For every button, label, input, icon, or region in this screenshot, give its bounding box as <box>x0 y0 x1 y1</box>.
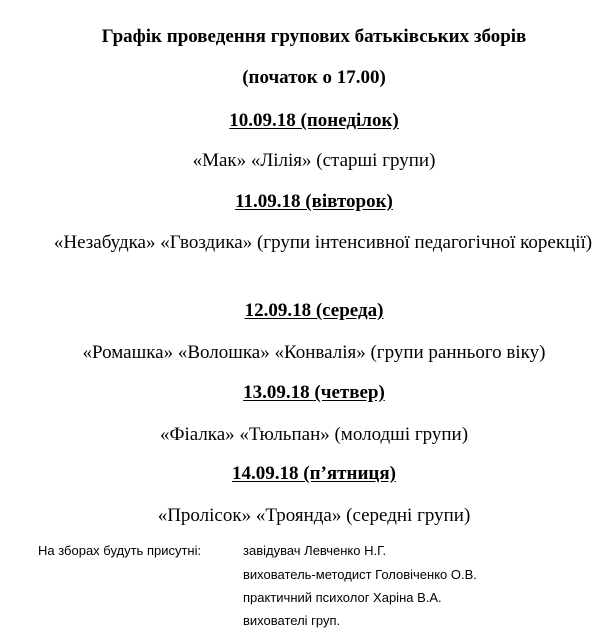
date-label: 10.09.18 (понеділок) <box>229 110 399 131</box>
attendee-line: завідувач Левченко Н.Г. <box>243 543 387 558</box>
schedule-groups-2: «Незабудка» «Гвоздика» (групи інтенсивної педагогічної корекції) <box>53 232 593 253</box>
schedule-groups-1: «Мак» «Лілія» (старші групи) <box>192 150 436 171</box>
attendance-label: На зборах будуть присутні: <box>38 543 202 558</box>
schedule-groups-5: «Пролісок» «Троянда» (середні групи) <box>157 505 471 526</box>
document-title: Графік проведення групових батьківських зборів <box>101 26 527 47</box>
date-label: 14.09.18 (п’ятниця) <box>232 463 396 484</box>
schedule-groups-4: «Фіалка» «Тюльпан» (молодші групи) <box>159 424 469 445</box>
date-label: 12.09.18 (середа) <box>244 300 384 321</box>
schedule-date-5 <box>0 463 600 485</box>
date-label: 13.09.18 (четвер) <box>243 382 385 403</box>
schedule-date-2 <box>0 191 600 213</box>
attendee-line: практичний психолог Харіна В.А. <box>243 590 442 605</box>
attendee-line: вихователь-методист Головіченко О.В. <box>243 567 477 582</box>
start-time-note: (початок о 17.00) <box>242 67 386 88</box>
schedule-date-4 <box>0 382 600 404</box>
schedule-date-1 <box>0 110 600 132</box>
schedule-groups-3: «Ромашка» «Волошка» «Конвалія» (групи раннього віку) <box>82 342 546 363</box>
schedule-date-3 <box>0 300 600 322</box>
attendee-line: вихователі груп. <box>243 613 341 628</box>
date-label: 11.09.18 (вівторок) <box>235 191 393 212</box>
